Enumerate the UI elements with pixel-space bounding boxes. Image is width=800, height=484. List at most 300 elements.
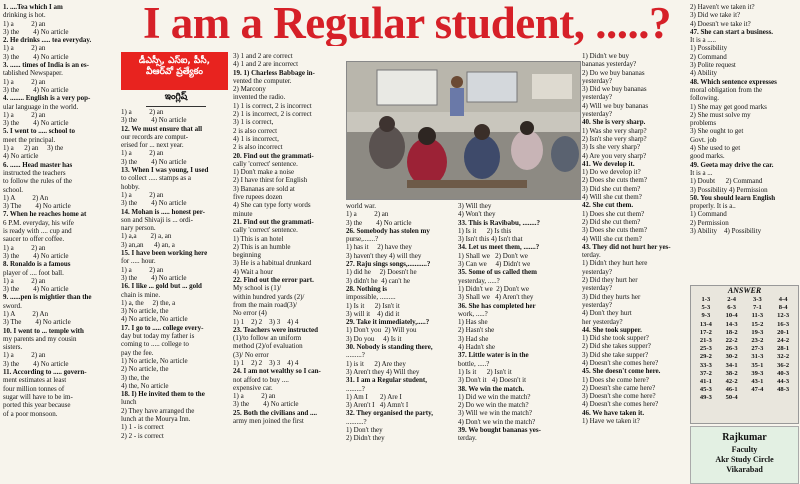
text-line: 4) No article: [3, 152, 39, 161]
text-line: 4) 1 and 2 are incorrect: [233, 60, 299, 69]
answer-item: 48-3: [777, 386, 790, 394]
text-line: 42. She cut them.: [582, 201, 634, 210]
text-line: 11. According to ..... govern-: [3, 368, 87, 377]
author-institution: Akr Study Circle: [715, 455, 774, 464]
text-line: 3) The 4) No article: [3, 202, 71, 211]
text-line: terday.: [582, 251, 601, 260]
text-line: 3) Aren't they 4) Will they: [346, 367, 420, 376]
text-line: 1) a 2) an: [3, 276, 46, 285]
text-line: 4) Will she cut them?: [582, 234, 642, 243]
answer-item: 17-2: [699, 328, 712, 336]
text-line: 1) Don't make a noise: [233, 168, 295, 177]
text-line: 4) Will she cut them?: [582, 193, 642, 202]
text-line: 30. Nobody is standing there,: [346, 343, 433, 352]
answer-item: 8-4: [778, 304, 788, 312]
text-line: 1) Didn't we buy: [582, 52, 629, 60]
answer-item: 14-3: [725, 320, 738, 328]
text-line: 1) Shall we 2) Don't we: [458, 251, 528, 260]
text-line: 1) Do we develop it?: [582, 168, 641, 177]
text-line: 2) I have thirst for English: [233, 176, 308, 185]
text-line: 3) Don't it 4) Doesn't it: [458, 376, 527, 385]
text-line: 6 P.M. everyday, his wife: [3, 218, 74, 227]
text-line: 1) a,a 2) a, an: [121, 232, 172, 241]
text-line: 4. ........ English is a very pop-: [3, 94, 91, 103]
answer-item: 27-3: [751, 345, 764, 353]
text-line: 3) the 4) No article: [3, 27, 69, 36]
text-line: vented the computer.: [233, 76, 292, 85]
column-1: [3, 3, 118, 483]
text-line: beginning: [233, 251, 261, 260]
text-line: 3) the 4) No article: [121, 273, 187, 282]
text-line: 45. She doesn't come here.: [582, 367, 661, 376]
answer-item: 47-4: [751, 386, 764, 394]
text-line: 1) Does she come here?: [582, 375, 649, 384]
text-line: 3) Did we take it?: [690, 11, 741, 20]
text-line: 1) 1 2) 2 3) 3 4) 4: [233, 358, 299, 367]
text-line: 3) Does she cuts them?: [582, 226, 647, 235]
text-line: 1) A 2) An: [3, 309, 49, 318]
text-line: five rupees dozen: [233, 193, 283, 202]
answer-item: 32-2: [777, 353, 790, 361]
text-line: of a poor monsoon.: [3, 409, 58, 418]
text-line: 1) 1 - is correct: [121, 423, 164, 432]
text-line: 3) Polite request: [690, 61, 736, 70]
text-line: 47. She can start a business.: [690, 27, 774, 36]
answer-item: 44-3: [777, 378, 790, 386]
text-line: good marks.: [690, 152, 725, 161]
text-line: 1) This is an hotel: [233, 234, 284, 243]
text-line: within hundred yards (2)/: [233, 292, 305, 301]
text-line: four million tonnes of: [3, 384, 65, 393]
text-line: 4) Doesn't she comes here?: [582, 358, 659, 367]
text-line: .........?: [346, 351, 365, 360]
text-line: 8. Ronaldo is a famous: [3, 260, 71, 269]
text-line: 1) a 2) an: [3, 110, 46, 119]
text-line: son and Shivaji is ... ordi-: [121, 215, 193, 224]
text-line: 29. Take it immediately,.....?: [346, 318, 430, 327]
answer-key: [690, 285, 799, 424]
text-line: nary person.: [121, 224, 156, 233]
text-line: 17. I go to ..... college every-: [121, 323, 204, 332]
text-line: 1) a 2) an: [233, 392, 276, 401]
text-line: (1)/to follow an uniform: [233, 334, 302, 343]
answer-item: 35-1: [751, 361, 764, 369]
text-line: 4) Don't they hurt: [582, 309, 632, 318]
text-line: .........?: [346, 384, 365, 393]
text-line: 4) She used to get: [690, 144, 741, 153]
answer-item: 39-3: [751, 369, 764, 377]
text-line: 2) She must solve my: [690, 110, 751, 119]
text-line: It is a .....: [690, 36, 717, 45]
answer-item: 37-2: [699, 369, 712, 377]
answer-item: 12-3: [777, 312, 790, 320]
text-line: 12. We must ensure that all: [121, 124, 203, 133]
text-line: 39. We bought bananas yes-: [458, 426, 541, 435]
text-line: 9. ......pen is mightier than the: [3, 293, 92, 302]
answer-item: 30-2: [725, 353, 738, 361]
text-line: 46. We have taken it.: [582, 408, 645, 417]
text-line: 22. Find out the error part.: [233, 276, 314, 285]
text-line: yesterday?: [582, 110, 612, 119]
answer-item: 28-1: [777, 345, 790, 353]
text-line: 3) haven't they 4) will they: [346, 251, 422, 260]
text-line: 1) a 2) an: [3, 19, 46, 28]
text-line: our records are comput-: [121, 132, 189, 141]
text-line: terday.: [458, 434, 477, 443]
text-line: 16. I like ... gold but ... gold: [121, 282, 202, 291]
text-line: 2) 1 is incorrect, 2 is correct: [233, 110, 312, 119]
text-line: 31. I am a Regular student,: [346, 376, 427, 385]
answer-item: 13-4: [699, 320, 712, 328]
text-line: 4) Hadn't she: [458, 343, 496, 352]
text-line: 1) did he 2) Doesn't he: [346, 268, 417, 277]
answer-item: 42-2: [725, 378, 738, 386]
text-line: ..........?: [346, 417, 367, 426]
text-line: yesterday?: [582, 93, 612, 102]
text-line: 3) the 4) No article: [3, 119, 69, 128]
text-line: 1) Is it 2) Isn't it: [458, 367, 512, 376]
text-line: 2) 2 - is correct: [121, 431, 164, 440]
text-line: 20. Find out the grammati-: [233, 151, 314, 160]
answer-item: 20-1: [777, 328, 790, 336]
text-line: 3) the 4) No article: [121, 199, 187, 208]
text-line: 2) Marcony: [233, 85, 266, 94]
answer-item: 18-2: [725, 328, 738, 336]
answer-item: 16-3: [777, 320, 790, 328]
text-line: 3. ...... times of India is an es-: [3, 61, 89, 70]
text-line: 10. I went to ... temple with: [3, 326, 84, 335]
text-line: 3) Did she take supper?: [582, 350, 649, 359]
text-line: 4) Doesn't we take it?: [690, 19, 751, 28]
text-line: 6. ...... Head master has: [3, 160, 73, 169]
answer-item: 31-3: [751, 353, 764, 361]
text-line: sugar will have to be im-: [3, 392, 73, 401]
text-line: moral obligation from the: [690, 85, 763, 94]
column-6: [582, 52, 688, 484]
answer-item: 34-1: [725, 361, 738, 369]
text-line: 1) 1 2) 2 3) 3 4) 4: [233, 317, 299, 326]
text-line: 37. Little water is in the: [458, 351, 529, 360]
text-line: 33. This is Ravibabu, ........?: [458, 218, 540, 227]
text-line: 1) No article, No article: [121, 356, 188, 365]
column-4: [346, 202, 456, 484]
text-line: 1) is it 2) Are they: [346, 359, 406, 368]
text-line: 3) Did we buy bananas: [582, 85, 647, 94]
text-line: 2) Doesn't she came here?: [582, 383, 656, 392]
text-line: cally 'correct' sentence.: [233, 159, 298, 168]
banner-line-1: డీఎస్సీ, ఎస్‌ఐ, పీసీ,: [138, 56, 211, 66]
text-line: 19. 1) Charless Babbage in-: [233, 68, 315, 77]
text-line: 1) a 2) an: [3, 44, 46, 53]
answer-item: 43-1: [751, 378, 764, 386]
text-line: 1) Command: [690, 210, 727, 219]
text-line: lunch at the Mourya Inn.: [121, 414, 191, 423]
answer-item: 9-3: [701, 312, 711, 320]
text-line: 48. Which sentence expresses: [690, 77, 777, 86]
text-line: 1) She may get good marks: [690, 102, 767, 111]
text-line: 2) Haven't we taken it?: [690, 3, 755, 11]
text-line: 50. You should learn English: [690, 193, 776, 202]
answer-key-title: ANSWER: [727, 286, 762, 295]
text-line: 4) No article, No article: [121, 315, 188, 324]
text-line: 1) 1 is correct, 2 is incorrect: [233, 101, 312, 110]
text-line: coming to ..... college to: [121, 340, 189, 349]
text-line: yesterday?: [582, 76, 612, 85]
text-line: 44. She took supper.: [582, 325, 642, 334]
text-line: 3) Will we win the match?: [458, 409, 533, 418]
author-credit: [690, 426, 799, 484]
text-line: 27. Raju sings songs,...........?: [346, 260, 431, 269]
text-line: 1) A 2) An: [3, 193, 49, 202]
text-line: my parents and my cousin: [3, 334, 77, 343]
text-line: 3) the 4) No article: [233, 400, 299, 409]
text-line: problems: [690, 119, 717, 128]
text-line: No error (4): [233, 309, 267, 318]
text-line: 1) a 2) an: [121, 149, 164, 158]
text-line: yesterday?: [582, 267, 612, 276]
text-line: 3) didn't he 4) can't he: [346, 276, 410, 285]
text-line: for ..... hour.: [121, 257, 156, 266]
text-line: hobby.: [121, 182, 140, 191]
text-line: 2) No article, the: [121, 365, 169, 374]
text-line: 2) Did she cut them?: [582, 217, 641, 226]
text-line: (3)/ No error: [233, 350, 269, 359]
author-location: Vikarabad: [726, 465, 763, 474]
text-line: 1) Didn't we 2) Don't we: [458, 284, 529, 293]
answer-item: 29-2: [699, 353, 712, 361]
text-line: 3) Did they hurts her: [582, 292, 641, 301]
text-line: instructed the teachers: [3, 168, 66, 177]
text-line: 1) Is it 2) Isn't it: [346, 301, 400, 310]
text-line: yesterday?: [582, 300, 612, 309]
text-line: 13. When I was young, I used: [121, 166, 209, 175]
text-line: 1) Is it 2) Is this: [458, 226, 512, 235]
text-line: expensive car.: [233, 383, 273, 392]
section-banner: [121, 52, 228, 90]
text-line: 1) Has she: [458, 318, 488, 327]
text-line: 3) He is a habitual drunkard: [233, 259, 312, 268]
text-line: impossible, .........: [346, 293, 396, 302]
text-line: purse,.......?: [346, 235, 379, 244]
author-title: Faculty: [731, 445, 758, 454]
answer-item: 22-2: [725, 337, 738, 345]
text-line: 1) Have we taken it?: [582, 417, 640, 426]
text-line: 2 is also incorrect: [233, 143, 283, 152]
text-line: 3) the, the: [121, 373, 150, 382]
text-line: 3) the 4) No article: [3, 285, 69, 294]
text-line: 2) Did they hurt her: [582, 276, 638, 285]
text-line: 1) Didn't they hurt here: [582, 259, 648, 268]
text-line: 2) Permission: [690, 218, 729, 227]
text-line: 3) Aren't I 4) Amn't I: [346, 401, 409, 410]
text-line: My school is (1)/: [233, 284, 282, 293]
text-line: 1) Doubt 2) Command: [690, 177, 763, 186]
text-line: 3) Will they: [458, 202, 492, 210]
text-line: 34. Let us meet them, .......?: [458, 243, 540, 252]
text-line: 3) Did she cut them?: [582, 184, 641, 193]
text-line: 3) 1 is correct,: [233, 118, 274, 127]
text-line: 35. Some of us called them: [458, 268, 537, 277]
text-line: 1) Possibility: [690, 44, 728, 53]
text-line: 4) Don't we win the match?: [458, 417, 536, 426]
answer-item: 10-4: [725, 312, 738, 320]
answer-item: 3-3: [753, 296, 762, 303]
text-line: 3) the 4) No article: [3, 85, 69, 94]
text-line: 3) the 4) No article: [121, 116, 187, 125]
text-line: 2) Does she cuts them?: [582, 176, 647, 185]
text-line: 18. I) He invited them to the: [121, 390, 205, 399]
text-line: 1) Did we win the match?: [458, 392, 531, 401]
answer-item: 1-3: [701, 296, 711, 303]
text-line: 3) Doesn't she come here?: [582, 392, 656, 401]
text-line: 2) Do we win the match?: [458, 401, 529, 410]
answer-item: 24-2: [777, 337, 790, 345]
text-line: school.: [3, 185, 24, 194]
text-line: 26. Somebody has stolen my: [346, 226, 430, 235]
text-line: 7. When he reaches home at: [3, 210, 87, 219]
text-line: drinking is hot.: [3, 11, 46, 20]
answer-item: 23-2: [751, 337, 764, 345]
text-line: lunch: [121, 398, 137, 407]
text-line: 25. Both the civilians and ....: [233, 408, 318, 417]
text-line: 3) the 4) No article: [3, 251, 69, 260]
text-line: minute: [233, 209, 253, 218]
column-5: [458, 202, 570, 484]
text-line: 1) a 2) an: [121, 265, 164, 274]
text-line: 2. He drinks ..... tea everyday.: [3, 36, 92, 45]
text-line: yesterday?: [582, 284, 612, 293]
text-line: 3) No article, the: [121, 307, 169, 316]
text-line: 2) Hasn't she: [458, 326, 495, 335]
text-line: 3) 1 and 2 are correct: [233, 52, 293, 60]
text-line: 2) This is an humble: [233, 242, 291, 251]
text-line: invented the radio.: [233, 93, 286, 102]
text-line: 1) a, the 2) the, a: [121, 298, 176, 307]
text-line: 3) the 4) No article: [346, 218, 412, 227]
text-line: 2) Command: [690, 52, 727, 61]
text-line: Govt. job: [690, 135, 717, 144]
answer-item: 4-4: [778, 296, 788, 303]
text-line: 1) a 2) an: [121, 108, 164, 116]
text-line: chain is mine.: [121, 290, 161, 299]
text-line: 3) Ability 4) Possibility: [690, 227, 762, 236]
answer-item: 40-3: [777, 369, 790, 377]
text-line: 2 is also correct: [233, 126, 278, 135]
text-line: player of .... foot ball.: [3, 268, 64, 277]
text-line: 3) will it 4) did it: [346, 309, 400, 318]
text-line: 40. She is very sharp.: [582, 118, 646, 127]
text-line: not afford to buy ....: [233, 375, 289, 384]
text-line: 49. Geeta may drive the car.: [690, 160, 774, 169]
text-line: tablished Newspaper.: [3, 69, 63, 78]
text-line: 1) Am I 2) Are I: [346, 392, 402, 401]
text-line: 4) the, No article: [121, 381, 169, 390]
text-line: 1) a 2) an 3) the: [3, 144, 64, 153]
text-line: sword.: [3, 301, 22, 310]
text-line: 3) the 4) No article: [121, 157, 187, 166]
text-line: day but today my father is: [121, 332, 195, 341]
author-name: Rajkumar: [722, 432, 767, 443]
text-line: 2) They have arranged the: [121, 406, 195, 415]
text-line: 1) a 2) an: [121, 190, 164, 199]
text-line: 41. We develop it.: [582, 159, 635, 168]
text-line: 23. Teachers were instructed: [233, 325, 319, 334]
text-line: 3) the 4) No article: [3, 52, 69, 61]
text-line: 1) Don't you 2) Will you: [346, 326, 417, 335]
text-line: 3) an,an 4) an, a: [121, 240, 175, 249]
column-7: [690, 3, 798, 283]
text-line: work, .....?: [458, 309, 488, 318]
text-line: bottle, .....?: [458, 359, 490, 368]
column-2: [121, 108, 231, 484]
answer-item: 2-4: [727, 296, 736, 303]
text-line: 2) Do we buy bananas: [582, 68, 645, 77]
text-line: ment estimates at least: [3, 376, 67, 385]
text-line: 21. Find out the grammati-: [233, 217, 314, 226]
text-line: ular language in the world.: [3, 102, 79, 111]
answer-grid: [691, 296, 798, 403]
text-line: 3) the 4) No article: [3, 359, 69, 368]
text-line: method (2)/of evaluation: [233, 342, 303, 351]
answer-item: 5-3: [701, 304, 711, 312]
answer-item: 49-3: [699, 394, 712, 402]
text-line: 1. ....Tea which I am: [3, 3, 63, 11]
text-line: erised for ... next year.: [121, 141, 184, 150]
classroom-photo: [346, 61, 581, 200]
text-line: 3) Had she: [458, 334, 489, 343]
text-line: her yesterday?: [582, 317, 623, 326]
text-line: 24. I am not wealthy so I can-: [233, 367, 321, 376]
text-line: yesterday, .....?: [458, 276, 500, 285]
answer-item: 45-3: [699, 386, 712, 394]
text-line: 28. Nothing is: [346, 284, 388, 293]
text-line: 4) Wait a hour: [233, 267, 273, 276]
text-line: 14. Mohan is ..... honest per-: [121, 207, 205, 216]
text-line: It is a ...: [690, 168, 713, 177]
text-line: 3) The 4) No article: [3, 318, 71, 327]
text-line: 1) Don't they: [346, 426, 383, 435]
text-line: 3) Can we 4) Didn't we: [458, 260, 531, 269]
banner-line-2: వీఆర్‌వో ప్రత్యేకం: [146, 67, 203, 77]
answer-item: 21-3: [699, 337, 712, 345]
text-line: saucer to offer coffee.: [3, 235, 65, 244]
text-line: 4) Doesn't she comes here?: [582, 400, 659, 409]
text-line: 3) Possibility 4) Permission: [690, 185, 768, 194]
text-line: 4) Are you very sharp?: [582, 151, 647, 160]
answer-item: 26-3: [725, 345, 738, 353]
column-3: [233, 52, 343, 484]
text-line: pay the fee.: [121, 348, 154, 357]
text-line: 4) Won't they: [458, 210, 496, 219]
answer-item: 25-3: [699, 345, 712, 353]
text-line: properly. It is a..: [690, 202, 736, 211]
text-line: 4) Ability: [690, 69, 718, 78]
text-line: 32. They organised the party,: [346, 409, 433, 418]
answer-item: 36-2: [777, 361, 790, 369]
text-line: 3) Do you 4) Is it: [346, 334, 402, 343]
text-line: 43. They did not hurt her yes-: [582, 242, 671, 251]
text-line: meet the principal.: [3, 135, 56, 144]
text-line: 3) She ought to get: [690, 127, 744, 136]
answer-item: 46-1: [725, 386, 738, 394]
answer-item: 11-3: [751, 312, 764, 320]
text-line: 1) a 2) an: [3, 243, 46, 252]
answer-item: 50-4: [725, 394, 738, 402]
text-line: cally 'correct' sentence.: [233, 226, 298, 235]
text-line: ported this year because: [3, 401, 71, 410]
text-line: 36. She has completed her: [458, 301, 536, 310]
answer-item: 33-3: [699, 361, 712, 369]
